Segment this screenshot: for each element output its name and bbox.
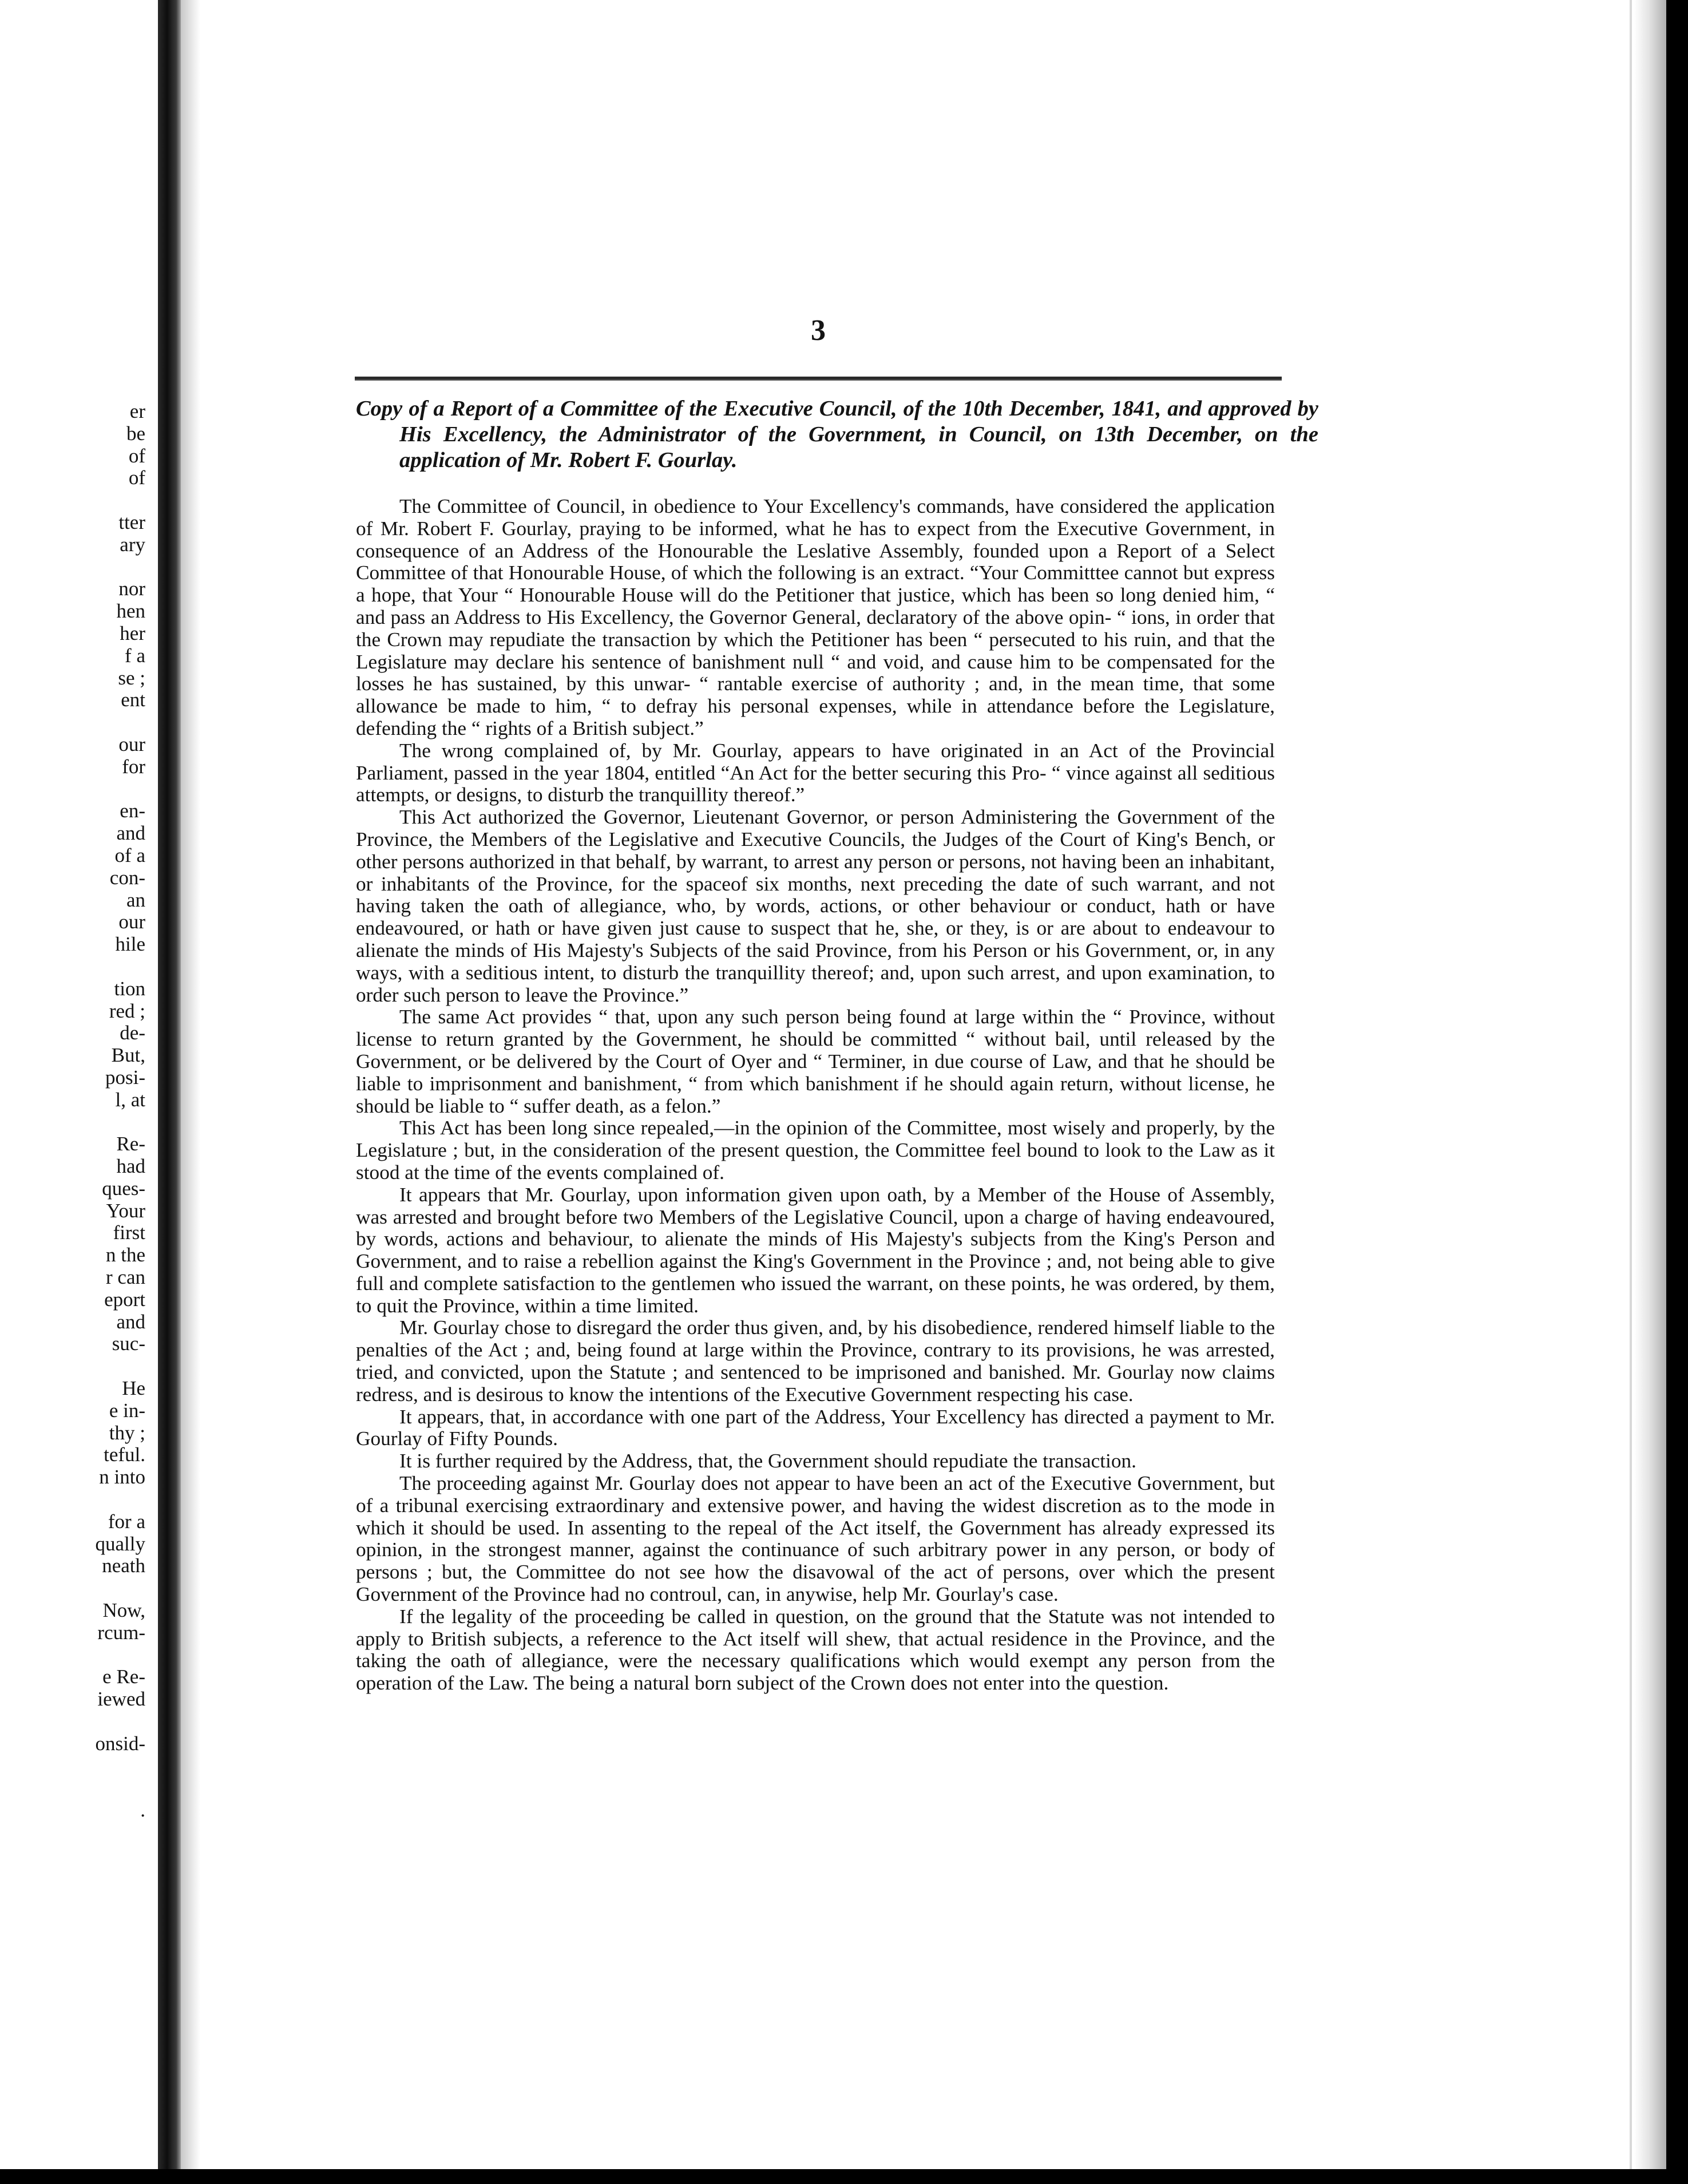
book-gutter: [158, 0, 181, 2169]
facing-page-line: of: [128, 466, 145, 489]
facing-page-line: [8, 1577, 145, 1600]
facing-page-line: n into: [99, 1466, 145, 1489]
facing-page-line: tion: [114, 977, 145, 1000]
facing-page-line: of a: [114, 844, 145, 867]
facing-page-line: for: [122, 755, 145, 778]
page-edge-line: [1630, 0, 1632, 2169]
facing-page-line: of: [128, 444, 145, 467]
facing-page-line: hile: [115, 933, 145, 956]
facing-page-line: de-: [120, 1022, 145, 1044]
report-heading: Copy of a Report of a Committee of the Executive Council, of the 10th December, 1841, and approved by His Excellency, the Administrator of the Government, in Council, on 13th December, on the application of Mr. Robert F. Gourlay.: [356, 397, 1318, 472]
report-paragraph: It is further required by the Address, that, the Government should repudiate the transaction.: [399, 1450, 1136, 1473]
report-paragraph: Mr. Gourlay chose to disregard the order thus given, and, by his disobedience, rendered himself liable to the penalties of the Act ; and, being found at large within the Province, contrary to its provisions, he was arrested, tried, and convicted, upon the Statute ; and sentenced to be imprisoned and banished. Mr. Gourlay now claims redress, and is desirous to know the intentions of the Executive Government respecting his case.: [356, 1316, 1275, 1406]
facing-page-line: Re-: [116, 1133, 145, 1156]
facing-page-line: Your: [106, 1199, 145, 1222]
facing-page-line: ques-: [102, 1177, 145, 1200]
facing-page-line: and: [116, 822, 145, 845]
facing-page-line: nor: [118, 577, 145, 600]
facing-page-line: [8, 956, 145, 978]
facing-page-line: He: [122, 1377, 145, 1400]
facing-page-line: [8, 1777, 145, 1799]
report-paragraph: It appears, that, in accordance with one part of the Address, Your Excellency has directed a payment to Mr. Gourlay of Fifty Pounds.: [356, 1405, 1275, 1450]
facing-page-line: our: [118, 733, 145, 755]
facing-page-line: [8, 1489, 145, 1511]
facing-page-line: f a: [125, 644, 145, 667]
facing-page-line: [8, 556, 145, 579]
facing-page-line: [8, 778, 145, 801]
facing-page-line: ary: [120, 533, 145, 556]
facing-page-line: But,: [111, 1044, 145, 1067]
report-paragraph: This Act has been long since repealed,—in the opinion of the Committee, most wisely and properly, by the Legislature ; but, in the consideration of the present question, the Committee feel bound to look to the Law as it stood at the time of the events complained of.: [356, 1117, 1275, 1184]
gutter-shadow: [181, 0, 200, 2169]
facing-page-line: con-: [109, 866, 145, 889]
facing-page-line: [8, 1711, 145, 1733]
facing-page-line: [8, 1355, 145, 1378]
facing-page-line: first: [113, 1221, 145, 1244]
facing-page-line: [8, 711, 145, 734]
report-paragraph: It appears that Mr. Gourlay, upon information given upon oath, by a Member of the House of Assembly, was arrested and brought before two Members of the Legislative Council, upon a charge of having endeavoured, by words, actions and behaviour, to alienate the minds of His Majesty's subjects from the King's Person and Government, and to raise a rebellion against the King's Government in the Province ; and, not being able to give full and complete satisfaction to the gentlemen who issued the warrant, on these points, he was ordered, by them, to quit the Province, within a time limited.: [356, 1183, 1275, 1317]
facing-page-line: Now,: [102, 1599, 145, 1622]
facing-page-line: .: [140, 1799, 145, 1822]
facing-page-line: posi-: [105, 1066, 145, 1089]
facing-page-line: an: [126, 888, 145, 911]
facing-page-line: thy ;: [109, 1421, 145, 1444]
report-paragraph: If the legality of the proceeding be called in question, on the ground that the Statute was not intended to apply to British subjects, a reference to the Act itself will shew, that actual residence in the Province, and the taking the oath of allegiance, were the necessary qualifications which would exempt any person from the operation of the Law. The being a natural born subject of the Crown does not enter into the question.: [356, 1605, 1275, 1695]
facing-page-line: e in-: [109, 1399, 145, 1422]
facing-page-line: neath: [102, 1554, 145, 1577]
facing-page-line: be: [126, 422, 145, 445]
report-paragraph: The same Act provides “ that, upon any such person being found at large within the “ Province, without license to return granted by the Government, he should be committed “ without bail, until released by the Government, or be delivered by the Court of Oyer and “ Terminer, in due course of Law, and that he should be liable to imprisonment and banishment, “ from which banishment if he should again return, without license, he should be liable to “ suffer death, as a felon.”: [356, 1006, 1275, 1117]
report-paragraph: This Act authorized the Governor, Lieutenant Governor, or person Administering the Government of the Province, the Members of the Legislative and Executive Councils, the Judges of the Court of King's Bench, or other persons authorized in that behalf, by warrant, to arrest any person or persons, not having been an inhabitant, or inhabitants of the Province, for the spaceof six months, next preceding the date of such warrant, and not having taken the oath of allegiance, who, by words, actions, or other behaviour or conduct, hath or have endeavoured, or hath or have given just cause to suspect that he, she, or they, is or are about to endeavour to alienate the minds of His Majesty's Subjects of the said Province, from his Person or his Government, or, in any ways, with a seditious intent, to disturb the tranquillity thereof; and, upon such arrest, and upon examination, to order such person to leave the Province.”: [356, 806, 1275, 1006]
facing-page-line: [8, 1822, 145, 1844]
facing-page-line: teful.: [104, 1443, 145, 1466]
report-paragraph: The wrong complained of, by Mr. Gourlay, appears to have originated in an Act of the Provincial Parliament, passed in the year 1804, entitled “An Act for the better securing this Pro- “ vince against all seditious attempts, or designs, to disturb the tranquillity thereof.”: [356, 739, 1275, 806]
facing-page-line: iewed: [97, 1688, 145, 1711]
header-rule: [355, 377, 1282, 381]
facing-page-line: our: [118, 911, 145, 933]
page-number: 3: [811, 314, 826, 347]
facing-page-line: suc-: [112, 1332, 145, 1355]
report-body: [356, 496, 1275, 1695]
facing-page-line: red ;: [109, 999, 145, 1022]
facing-page-line: and: [116, 1310, 145, 1333]
facing-page-line: eport: [104, 1288, 145, 1311]
facing-page-fragment: [0, 0, 149, 2169]
facing-page-line: er: [129, 400, 145, 422]
facing-page-line: n the: [105, 1244, 145, 1267]
facing-page-line: l, at: [115, 1088, 145, 1111]
facing-page-line: rcum-: [97, 1621, 145, 1644]
facing-page-line: [8, 489, 145, 512]
facing-page-line: en-: [120, 800, 145, 822]
facing-page-line-endings: [8, 401, 145, 1844]
facing-page-line: ent: [121, 689, 145, 711]
facing-page-line: hen: [116, 600, 145, 623]
facing-page-line: r can: [106, 1266, 145, 1289]
facing-page-line: for a: [108, 1510, 145, 1533]
report-paragraph: The Committee of Council, in obedience to Your Excellency's commands, have considered the application of Mr. Robert F. Gourlay, praying to be informed, what he has to expect from the Executive Government, in consequence of an Address of the Honourable the Leslative Assembly, founded upon a Report of a Select Committee of that Honourable House, of which the following is an extract. “Your Committtee cannot but express a hope, that Your “ Honourable House will do the Petitioner that justice, which has been so long denied him, “ and pass an Address to His Excellency, the Governor General, declaratory of the above opin- “ ions, in order that the Crown may repudiate the transaction by which the Petitioner has been “ persecuted to his ruin, and that the Legislature may declare his sentence of banishment null “ and void, and cause him to be compensated for the losses he has sustained, by this unwar- “ rantable exercise of authority ; and, in the mean time, that some allowance be made to him, “ to defray his personal expenses, while in attendance before the Legislature, defending the “ rights of a British subject.”: [356, 495, 1275, 739]
facing-page-line: e Re-: [102, 1665, 145, 1688]
facing-page-line: [8, 1644, 145, 1667]
page-edge-shadow: [1634, 0, 1666, 2169]
facing-page-line: [8, 1755, 145, 1778]
facing-page-line: se ;: [118, 666, 145, 689]
report-paragraph: The proceeding against Mr. Gourlay does not appear to have been an act of the Executive Government, but of a tribunal exercising extraordinary and extensive power, and having the widest discretion as to the mode in which it should be used. In assenting to the repeal of the Act itself, the Government has already expressed its opinion, in the strongest manner, against the continuance of such arbitrary power in any person, or body of persons ; but, the Committee do not see how the disavowal of the act of persons, over which the present Government of the Province had no controul, can, in anywise, help Mr. Gourlay's case.: [356, 1472, 1275, 1606]
facing-page-line: [8, 1111, 145, 1134]
facing-page-line: qually: [95, 1532, 145, 1555]
facing-page-line: onsid-: [95, 1732, 145, 1755]
facing-page-line: had: [116, 1155, 145, 1178]
facing-page-line: her: [120, 622, 145, 644]
facing-page-line: tter: [118, 511, 145, 533]
